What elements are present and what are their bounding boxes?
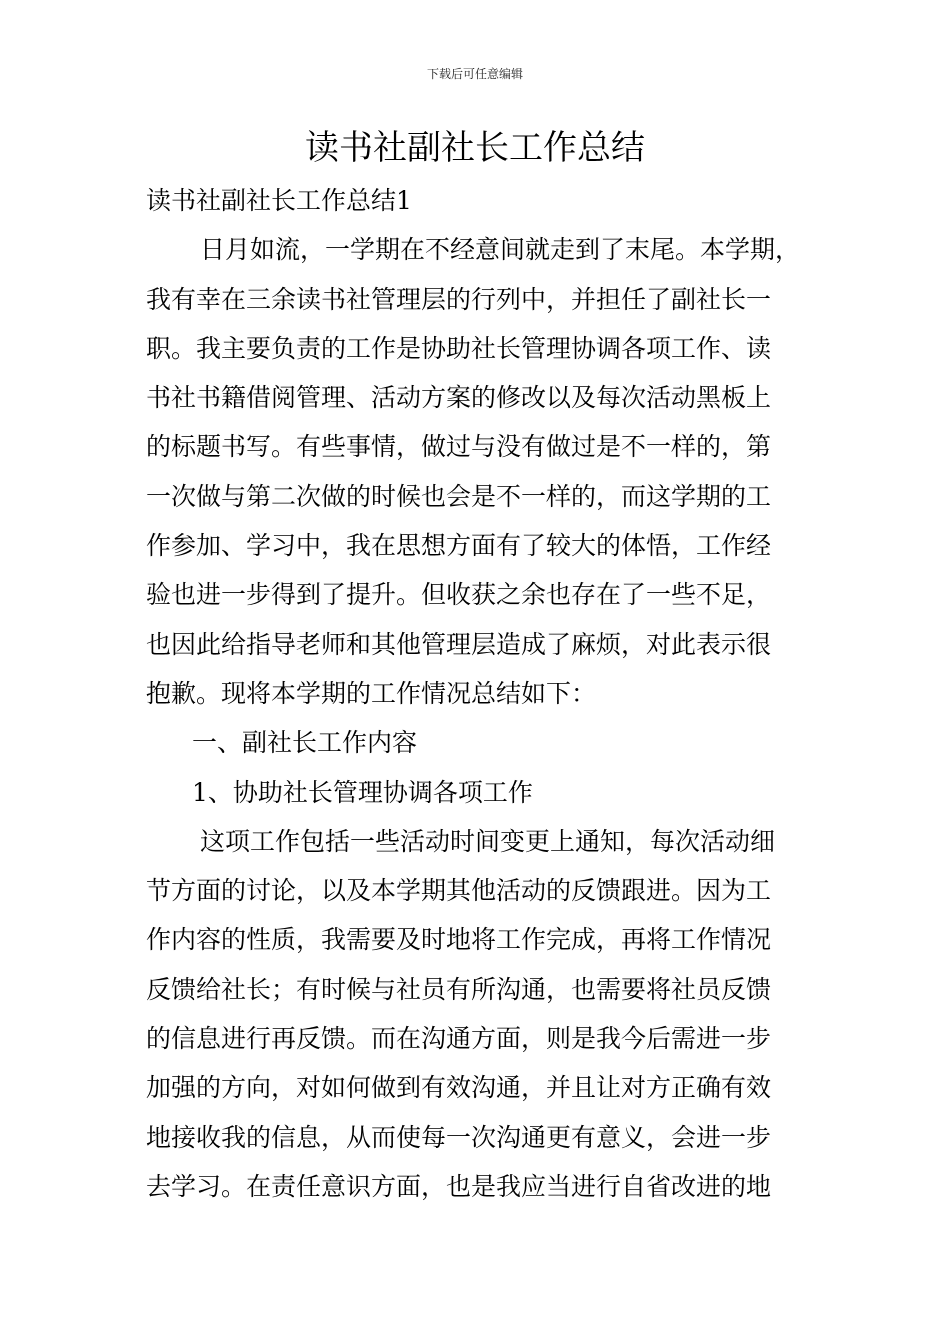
document-title: 读书社副社长工作总结 [305, 128, 645, 168]
paragraph-line: 这项工作包括一些活动时间变更上通知，每次活动细 [200, 826, 776, 856]
subtitle-line: 读书社副社长工作总结1 [146, 186, 412, 215]
paragraph-line: 日月如流，一学期在不经意间就走到了末尾。本学期， [200, 235, 801, 265]
section-heading: 一、副社长工作内容 [192, 728, 418, 758]
paragraph-line: 一次做与第二次做的时候也会是不一样的，而这学期的工 [146, 481, 772, 511]
paragraph-line: 的标题书写。有些事情，做过与没有做过是不一样的，第 [146, 432, 772, 462]
paragraph-line: 我有幸在三余读书社管理层的行列中，并担任了副社长一 [146, 284, 772, 314]
paragraph-line: 抱歉。现将本学期的工作情况总结如下： [146, 678, 597, 708]
paragraph-line: 反馈给社长；有时候与社员有所沟通，也需要将社员反馈 [146, 974, 772, 1004]
paragraph-line: 加强的方向，对如何做到有效沟通，并且让对方正确有效 [146, 1073, 772, 1103]
paragraph-line: 去学习。在责任意识方面，也是我应当进行自省改进的地 [146, 1171, 772, 1201]
header-note: 下载后可任意编辑 [426, 67, 523, 81]
document-body [146, 176, 836, 1211]
paragraph-line: 也因此给指导老师和其他管理层造成了麻烦，对此表示很 [146, 629, 772, 659]
paragraph-line: 职。我主要负责的工作是协助社长管理协调各项工作、读 [146, 333, 772, 363]
subsection-heading: 1、协助社长管理协调各项工作 [192, 777, 533, 807]
paragraph-line: 作参加、学习中，我在思想方面有了较大的体悟，工作经 [146, 531, 772, 561]
paragraph-line: 节方面的讨论，以及本学期其他活动的反馈跟进。因为工 [146, 876, 772, 906]
paragraph-line: 验也进一步得到了提升。但收获之余也存在了一些不足， [146, 580, 772, 610]
paragraph-line: 的信息进行再反馈。而在沟通方面，则是我今后需进一步 [146, 1024, 772, 1054]
paragraph-line: 作内容的性质，我需要及时地将工作完成，再将工作情况 [146, 925, 772, 955]
paragraph-line: 书社书籍借阅管理、活动方案的修改以及每次活动黑板上 [146, 383, 772, 413]
paragraph-line: 地接收我的信息，从而使每一次沟通更有意义，会进一步 [146, 1122, 772, 1152]
